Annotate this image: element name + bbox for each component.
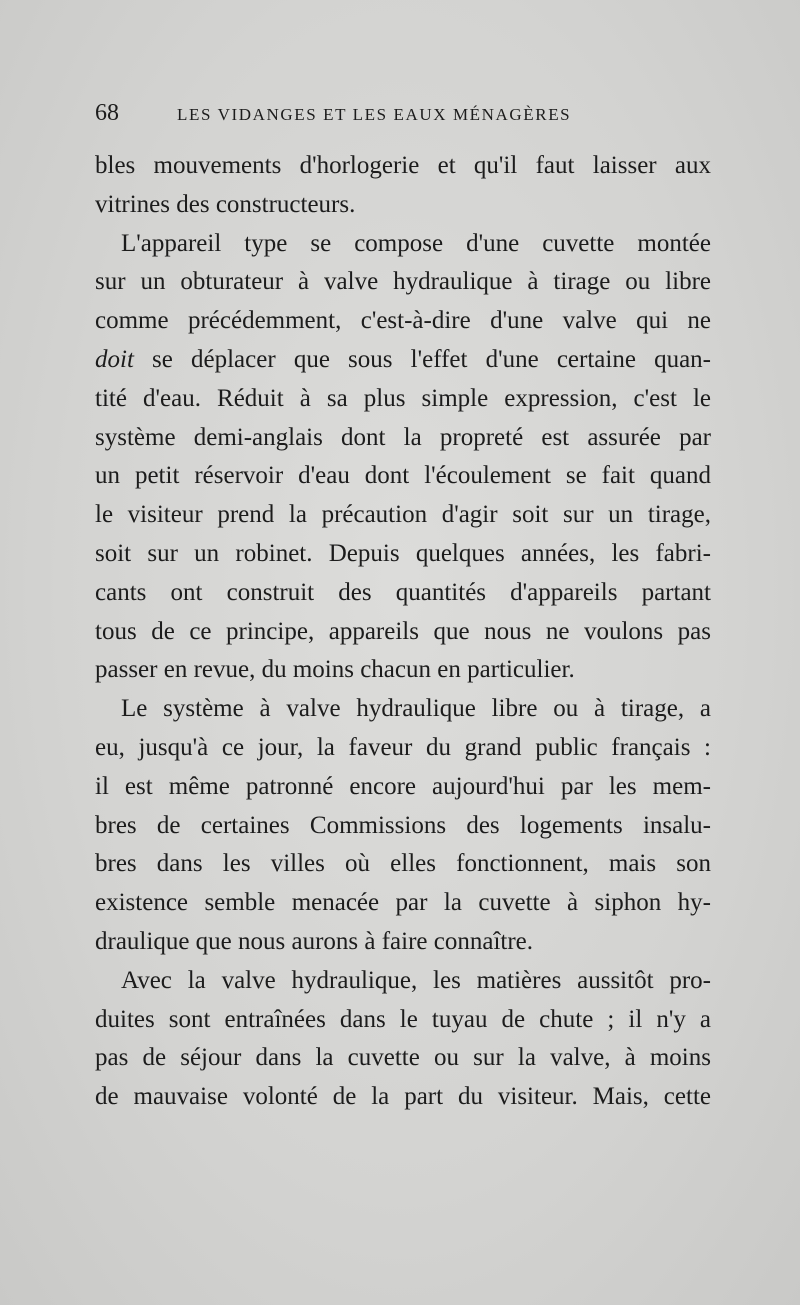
text-line: de mauvaise volonté de la part du visiteur. Mais, cette (95, 1083, 711, 1111)
text-line: eu, jusqu'à ce jour, la faveur du grand public français : (95, 733, 711, 761)
text-line: sur un obturateur à valve hydraulique à tirage ou libre (95, 268, 711, 296)
italic-word: doit (95, 345, 134, 373)
text-line: bres dans les villes où elles fonctionnent, mais son (95, 850, 711, 878)
text-line: il est même patronné encore aujourd'hui par les mem- (95, 772, 711, 800)
text-line: un petit réservoir d'eau dont l'écoulement se fait quand (95, 462, 711, 490)
text-line: existence semble menacée par la cuvette à siphon hy- (95, 889, 711, 917)
text-line-rest: se déplacer que sous l'effet d'une certaine quan- (133, 345, 711, 373)
text-line: Avec la valve hydraulique, les matières aussitôt pro- (121, 966, 711, 994)
text-line: comme précédemment, c'est-à-dire d'une valve qui ne (95, 307, 711, 335)
text-line: système demi-anglais dont la propreté est assurée par (95, 423, 711, 451)
page-header (95, 98, 715, 134)
text-line: tité d'eau. Réduit à sa plus simple expression, c'est le (95, 384, 711, 412)
text-line: Le système à valve hydraulique libre ou à tirage, a (121, 695, 711, 723)
text-line: draulique que nous aurons à faire connaître. (95, 927, 534, 955)
page-number: 68 (95, 100, 119, 126)
text-line: duites sont entraînées dans le tuyau de chute ; il n'y a (95, 1005, 711, 1033)
running-head: LES VIDANGES ET LES EAUX MÉNAGÈRES (177, 105, 572, 124)
text-line: cants ont construit des quantités d'appareils partant (95, 578, 711, 606)
text-line: bles mouvements d'horlogerie et qu'il faut laisser aux (95, 152, 711, 179)
text-line: L'appareil type se compose d'une cuvette montée (121, 229, 711, 257)
text-line-italic-start (95, 341, 711, 380)
text-line: pas de séjour dans la cuvette ou sur la valve, à moins (95, 1044, 711, 1072)
text-line: tous de ce principe, appareils que nous ne voulons pas (95, 617, 711, 645)
text-line: le visiteur prend la précaution d'agir soit sur un tirage, (95, 501, 711, 529)
text-line: soit sur un robinet. Depuis quelques années, les fabri- (95, 539, 711, 567)
text-line: bres de certaines Commissions des logements insalu- (95, 811, 711, 839)
text-line: vitrines des constructeurs. (95, 190, 356, 218)
body-text (95, 147, 711, 1117)
text-line: passer en revue, du moins chacun en particulier. (95, 656, 575, 684)
